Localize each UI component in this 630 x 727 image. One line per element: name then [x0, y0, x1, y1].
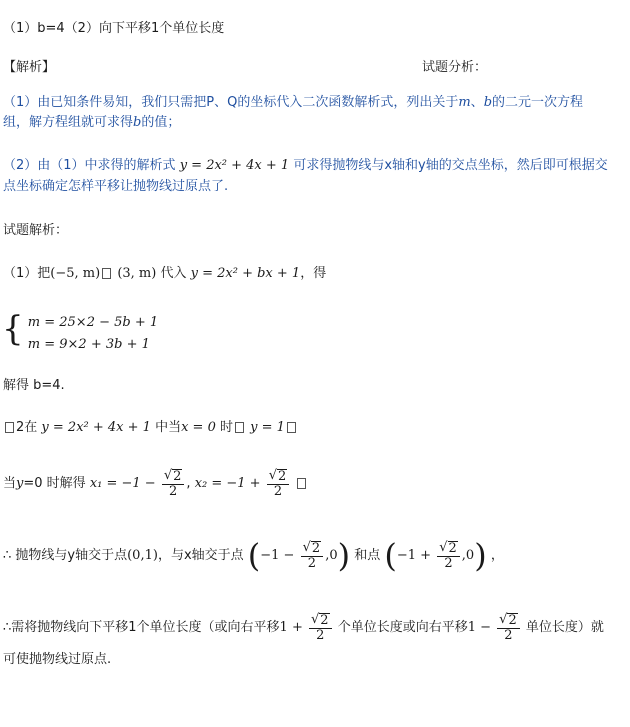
- missing-glyph-box: [235, 422, 244, 433]
- fraction-sqrt2-over-2: √ 2 2: [162, 469, 185, 499]
- fraction-sqrt2-over-2: √ 2 2: [497, 613, 520, 643]
- solution-b-result: 解得 b=4.: [3, 378, 65, 393]
- conclusion-translation-line1: ∴需将抛物线向下平移1个单位长度（或向右平移1 + √ 2 2 个单位长度或向右平移1 − √ 2 2 单位长度）就: [3, 611, 604, 643]
- analysis-part2-line1: （2）由（1）中求得的解析式 y = 2x² + 4x + 1 可求得抛物线与x轴和y轴的交点坐标，然后即可根据交: [3, 158, 608, 173]
- fraction-sqrt2-over-2: √ 2 2: [437, 541, 460, 571]
- system-equation-1: m = 25×2 − 5b + 1: [27, 315, 159, 330]
- fraction-sqrt2-over-2: √ 2 2: [301, 541, 324, 571]
- system-equation-2: m = 9×2 + 3b + 1: [27, 337, 150, 352]
- analysis-part1-line1: （1）由已知条件易知，我们只需把P、Q的坐标代入二次函数解析式，列出关于m、b的二元一次方程: [3, 95, 584, 110]
- missing-glyph-box: [5, 422, 14, 433]
- jiexi-heading: 【解析】: [3, 60, 56, 75]
- missing-glyph-box: [102, 268, 111, 279]
- conclusion-translation-line2: 可使抛物线过原点.: [3, 652, 112, 667]
- fraction-sqrt2-over-2: √ 2 2: [267, 469, 290, 499]
- solution-step1: （1）把(−5, m) (3, m) 代入 y = 2x² + bx + 1，得: [3, 266, 327, 281]
- analysis-part2-line2: 点坐标确定怎样平移让抛物线过原点了.: [3, 179, 229, 194]
- missing-glyph-box: [287, 422, 296, 433]
- solution-step2: 2在 y = 2x² + 4x + 1 中当x = 0 时 y = 1: [3, 418, 298, 438]
- system-brace: {: [2, 309, 24, 349]
- analysis-part1-line2: 组，解方程组就可求得b的值；: [3, 115, 181, 130]
- analysis-heading: 试题分析：: [422, 60, 488, 75]
- fraction-sqrt2-over-2: √ 2 2: [309, 613, 332, 643]
- conclusion-intersections: ∴ 抛物线与y轴交于点(0,1)，与x轴交于点 (−1 − √ 2 2 ,0) 和点 (−1 + √ 2 2 ,0) ，: [3, 536, 504, 575]
- solution-heading: 试题解析：: [3, 223, 69, 238]
- answer-line: （1）b=4（2）向下平移1个单位长度: [3, 21, 225, 36]
- solution-step3: 当y=0 时解得 x₁ = −1 − √ 2 2 , x₂ = −1 + √ 2 2: [3, 466, 308, 502]
- equation-system: [2, 309, 159, 356]
- missing-glyph-box: [297, 478, 306, 489]
